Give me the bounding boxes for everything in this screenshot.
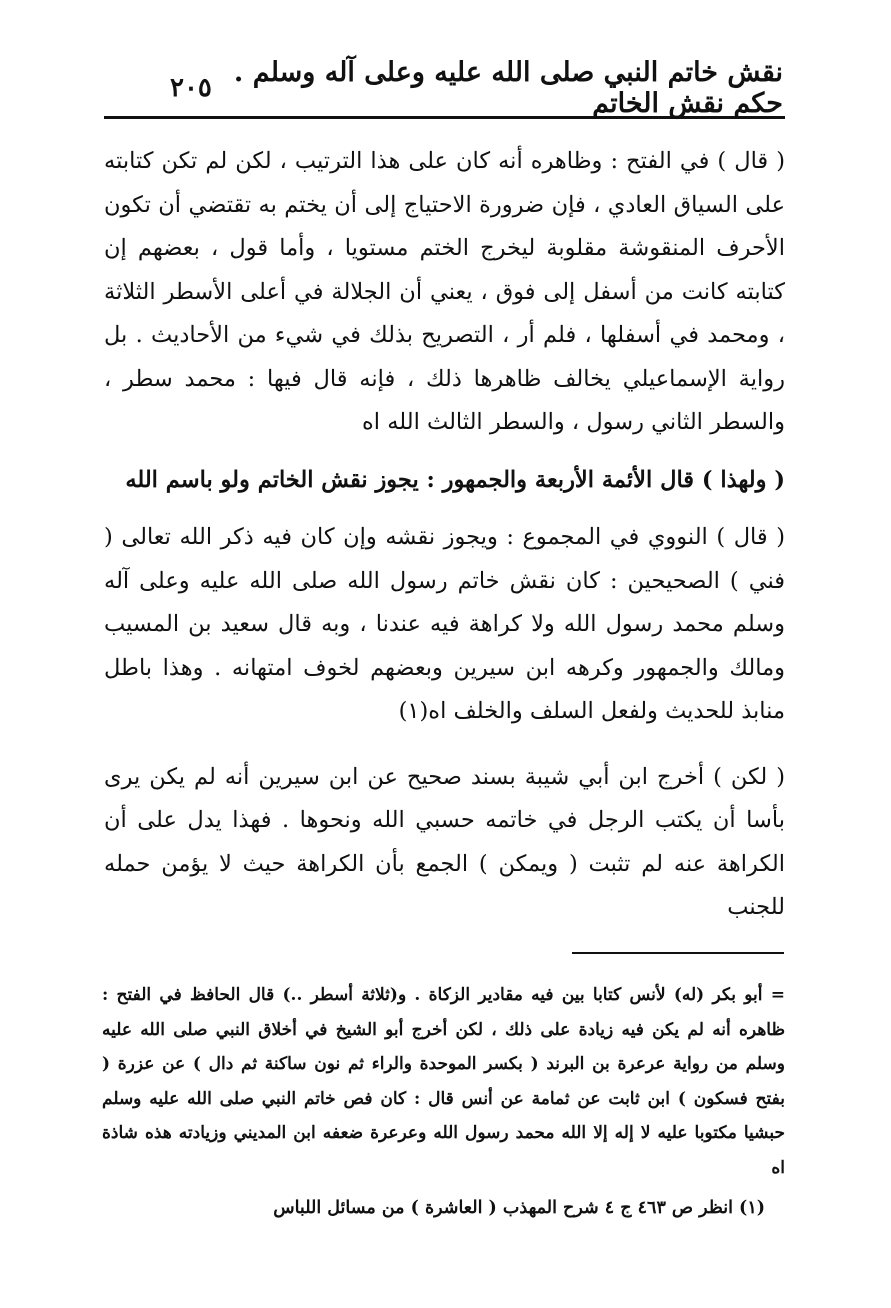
- paragraph-imams-ruling: ( ولهذا ) قال الأئمة الأربعة والجمهور : يجوز نقش الخاتم ولو باسم الله: [125, 466, 785, 493]
- footnote-1: (١) انظر ص ٤٦٣ ج ٤ شرح المهذب ( العاشرة ) من مسائل اللباس: [273, 1198, 765, 1218]
- running-header: [100, 57, 783, 119]
- footnotes: [102, 978, 785, 1225]
- paragraph-fath-quote: ( قال ) في الفتح : وظاهره أنه كان على هذا الترتيب ، لكن لم تكن كتابته على السياق العادي ، فإن ضرورة الاحتياج إلى أن يختم به تقتضي أن تكون الأحرف المنقوشة مقلوبة ليخرج الختم مستويا ، وأما قول ، بعضهم إن كتابته كانت من أسفل إلى فوق ، يعني أن الجلالة في أعلى الأسطر الثلاثة ، ومحمد في أسفلها ، فلم أر ، التصريح بذلك في شيء من الأحاديث . بل رواية الإسماعيلي يخالف ظاهرها ذلك ، فإنه قال فيها : محمد سطر ، والسطر الثاني رسول ، والسطر الثالث الله اه: [104, 148, 785, 435]
- main-text: [104, 140, 785, 930]
- paragraph-nawawi-majmu: ( قال ) النووي في المجموع : ويجوز نقشه وإن كان فيه ذكر الله تعالى ( فني ) الصحيحين : كان نقش خاتم رسول الله صلى الله عليه وعلى آله وسلم محمد رسول الله ولا كراهة فيه عندنا ، وبه قال سعيد بن المسيب ومالك والجمهور وكرهه ابن سيرين وبعضهم لخوف امتهانه . وهذا باطل منابذ للحديث ولفعل السلف والخلف اه(١): [104, 524, 785, 724]
- footnote-divider: [572, 952, 784, 954]
- page-number: ٢٠٥: [170, 73, 212, 103]
- running-title: نقش خاتم النبي صلى الله عليه وعلى آله وسلم . حكم نقش الخاتم: [233, 57, 783, 119]
- paragraph-ibn-abi-shaybah: ( لكن ) أخرج ابن أبي شيبة بسند صحيح عن ابن سيرين أنه لم يكن يرى بأسا أن يكتب الرجل في خاتمه حسبي الله ونحوها . فهذا يدل على أن الكراهة عنه لم تثبت ( ويمكن ) الجمع بأن الكراهة حيث لا يؤمن حمله للجنب: [104, 763, 785, 920]
- header-divider: [104, 116, 785, 119]
- footnote-continuation: = أبو بكر (له) لأنس كتابا بين فيه مقادير الزكاة . و(ثلاثة أسطر ..) قال الحافظ في الفتح : ظاهره أنه لم يكن فيه زيادة على ذلك ، لكن أخرج أبو الشيخ في أخلاق النبي صلى الله عليه وسلم من رواية عرعرة بن البرند ( بكسر الموحدة والراء ثم نون ساكنة ثم دال ) عن عزرة ( بفتح فسكون ) ابن ثابت عن ثمامة عن أنس قال : كان فص خاتم النبي صلى الله عليه وسلم حبشيا مكتوبا عليه لا إله إلا الله محمد رسول الله وعرعرة ضعفه ابن المديني وزيادته هذه شاذة اه: [102, 985, 785, 1178]
